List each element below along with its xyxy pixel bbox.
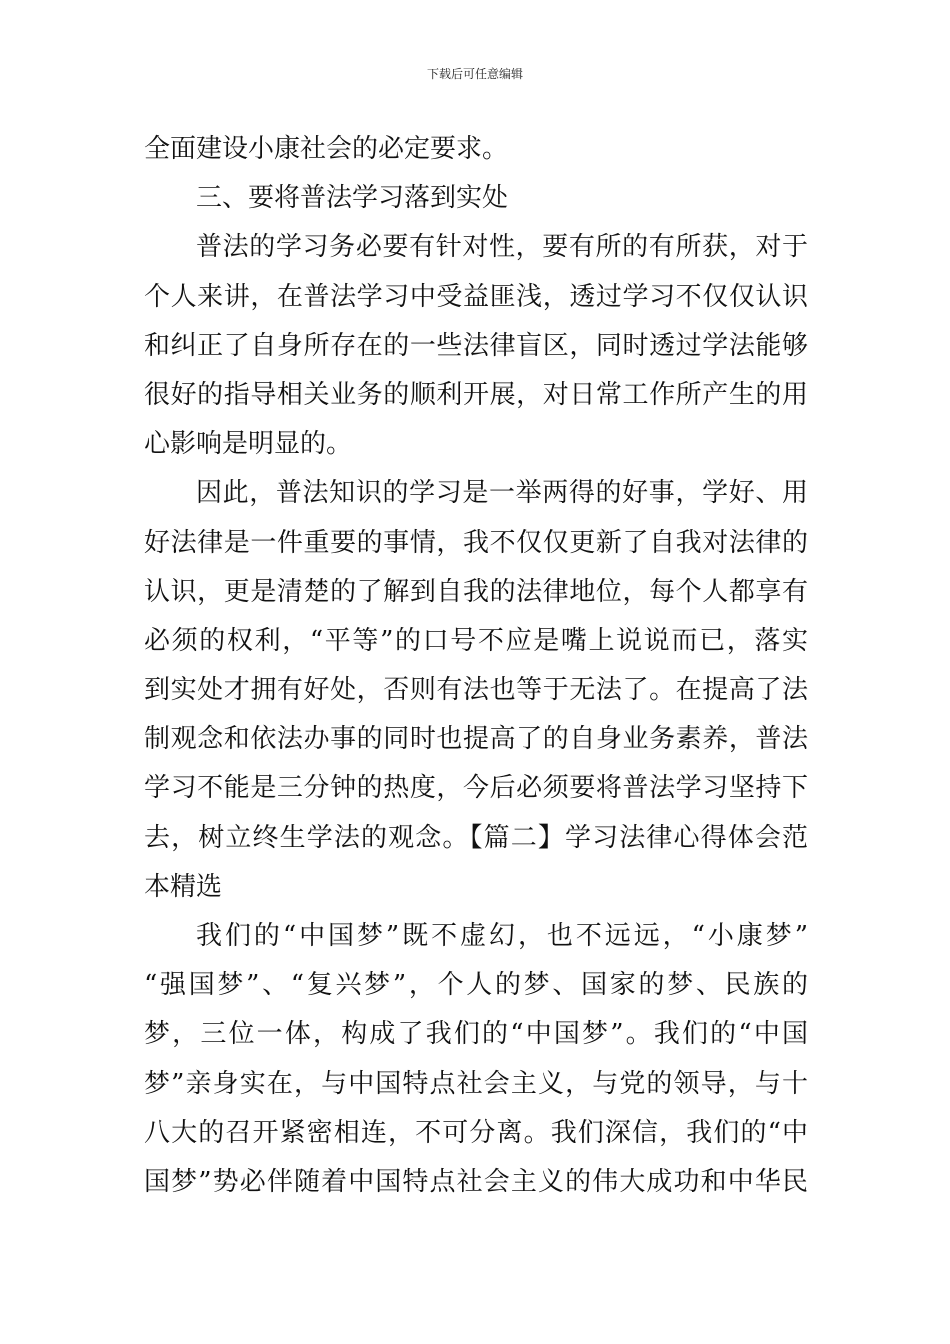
text-line: 到实处才拥有好处，否则有法也等于无法了。在提高了法 <box>144 675 808 706</box>
text-line: 八大的召开紧密相连，不可分离。我们深信，我们的“中 <box>144 1117 808 1148</box>
text-line: 国梦”势必伴随着中国特点社会主义的伟大成功和中华民 <box>144 1166 808 1197</box>
text-line: 去，树立终生学法的观念。【篇二】学习法律心得体会范 <box>144 822 808 853</box>
text-line: 全面建设小康社会的必定要求。 <box>144 134 509 164</box>
text-line: 我们的“中国梦”既不虚幻，也不远远，“小康梦” <box>196 921 808 951</box>
text-line: 个人来讲，在普法学习中受益匪浅，透过学习不仅仅认识 <box>144 281 808 312</box>
text-line: 学习不能是三分钟的热度，今后必须要将普法学习坚持下 <box>144 773 808 804</box>
text-line: 必须的权利，“平等”的口号不应是嘴上说说而已，落实 <box>144 625 808 656</box>
text-line: 制观念和依法办事的同时也提高了的自身业务素养，普法 <box>144 724 808 755</box>
text-line: 因此，普法知识的学习是一举两得的好事，学好、用 <box>196 478 808 509</box>
text-line: 普法的学习务必要有针对性，要有所的有所获，对于 <box>196 232 808 263</box>
section-heading: 三、要将普法学习落到实处 <box>196 183 509 214</box>
text-line: “强国梦”、“复兴梦”，个人的梦、国家的梦、民族的 <box>144 970 808 1001</box>
text-line: 很好的指导相关业务的顺利开展，对日常工作所产生的用 <box>144 379 808 410</box>
text-line: 梦”亲身实在，与中国特点社会主义，与党的领导，与十 <box>144 1068 808 1099</box>
text-line: 梦，三位一体，构成了我们的“中国梦”。我们的“中国 <box>144 1019 808 1050</box>
text-line: 本精选 <box>144 871 223 902</box>
text-line: 好法律是一件重要的事情，我不仅仅更新了自我对法律的 <box>144 527 808 558</box>
text-line: 心影响是明显的。 <box>144 429 353 460</box>
page-header: 下载后可任意编辑 <box>426 67 523 81</box>
document-body <box>144 125 808 1207</box>
text-line: 认识，更是清楚的了解到自我的法律地位，每个人都享有 <box>144 576 808 607</box>
text-line: 和纠正了自身所存在的一些法律盲区，同时透过学法能够 <box>144 330 808 361</box>
